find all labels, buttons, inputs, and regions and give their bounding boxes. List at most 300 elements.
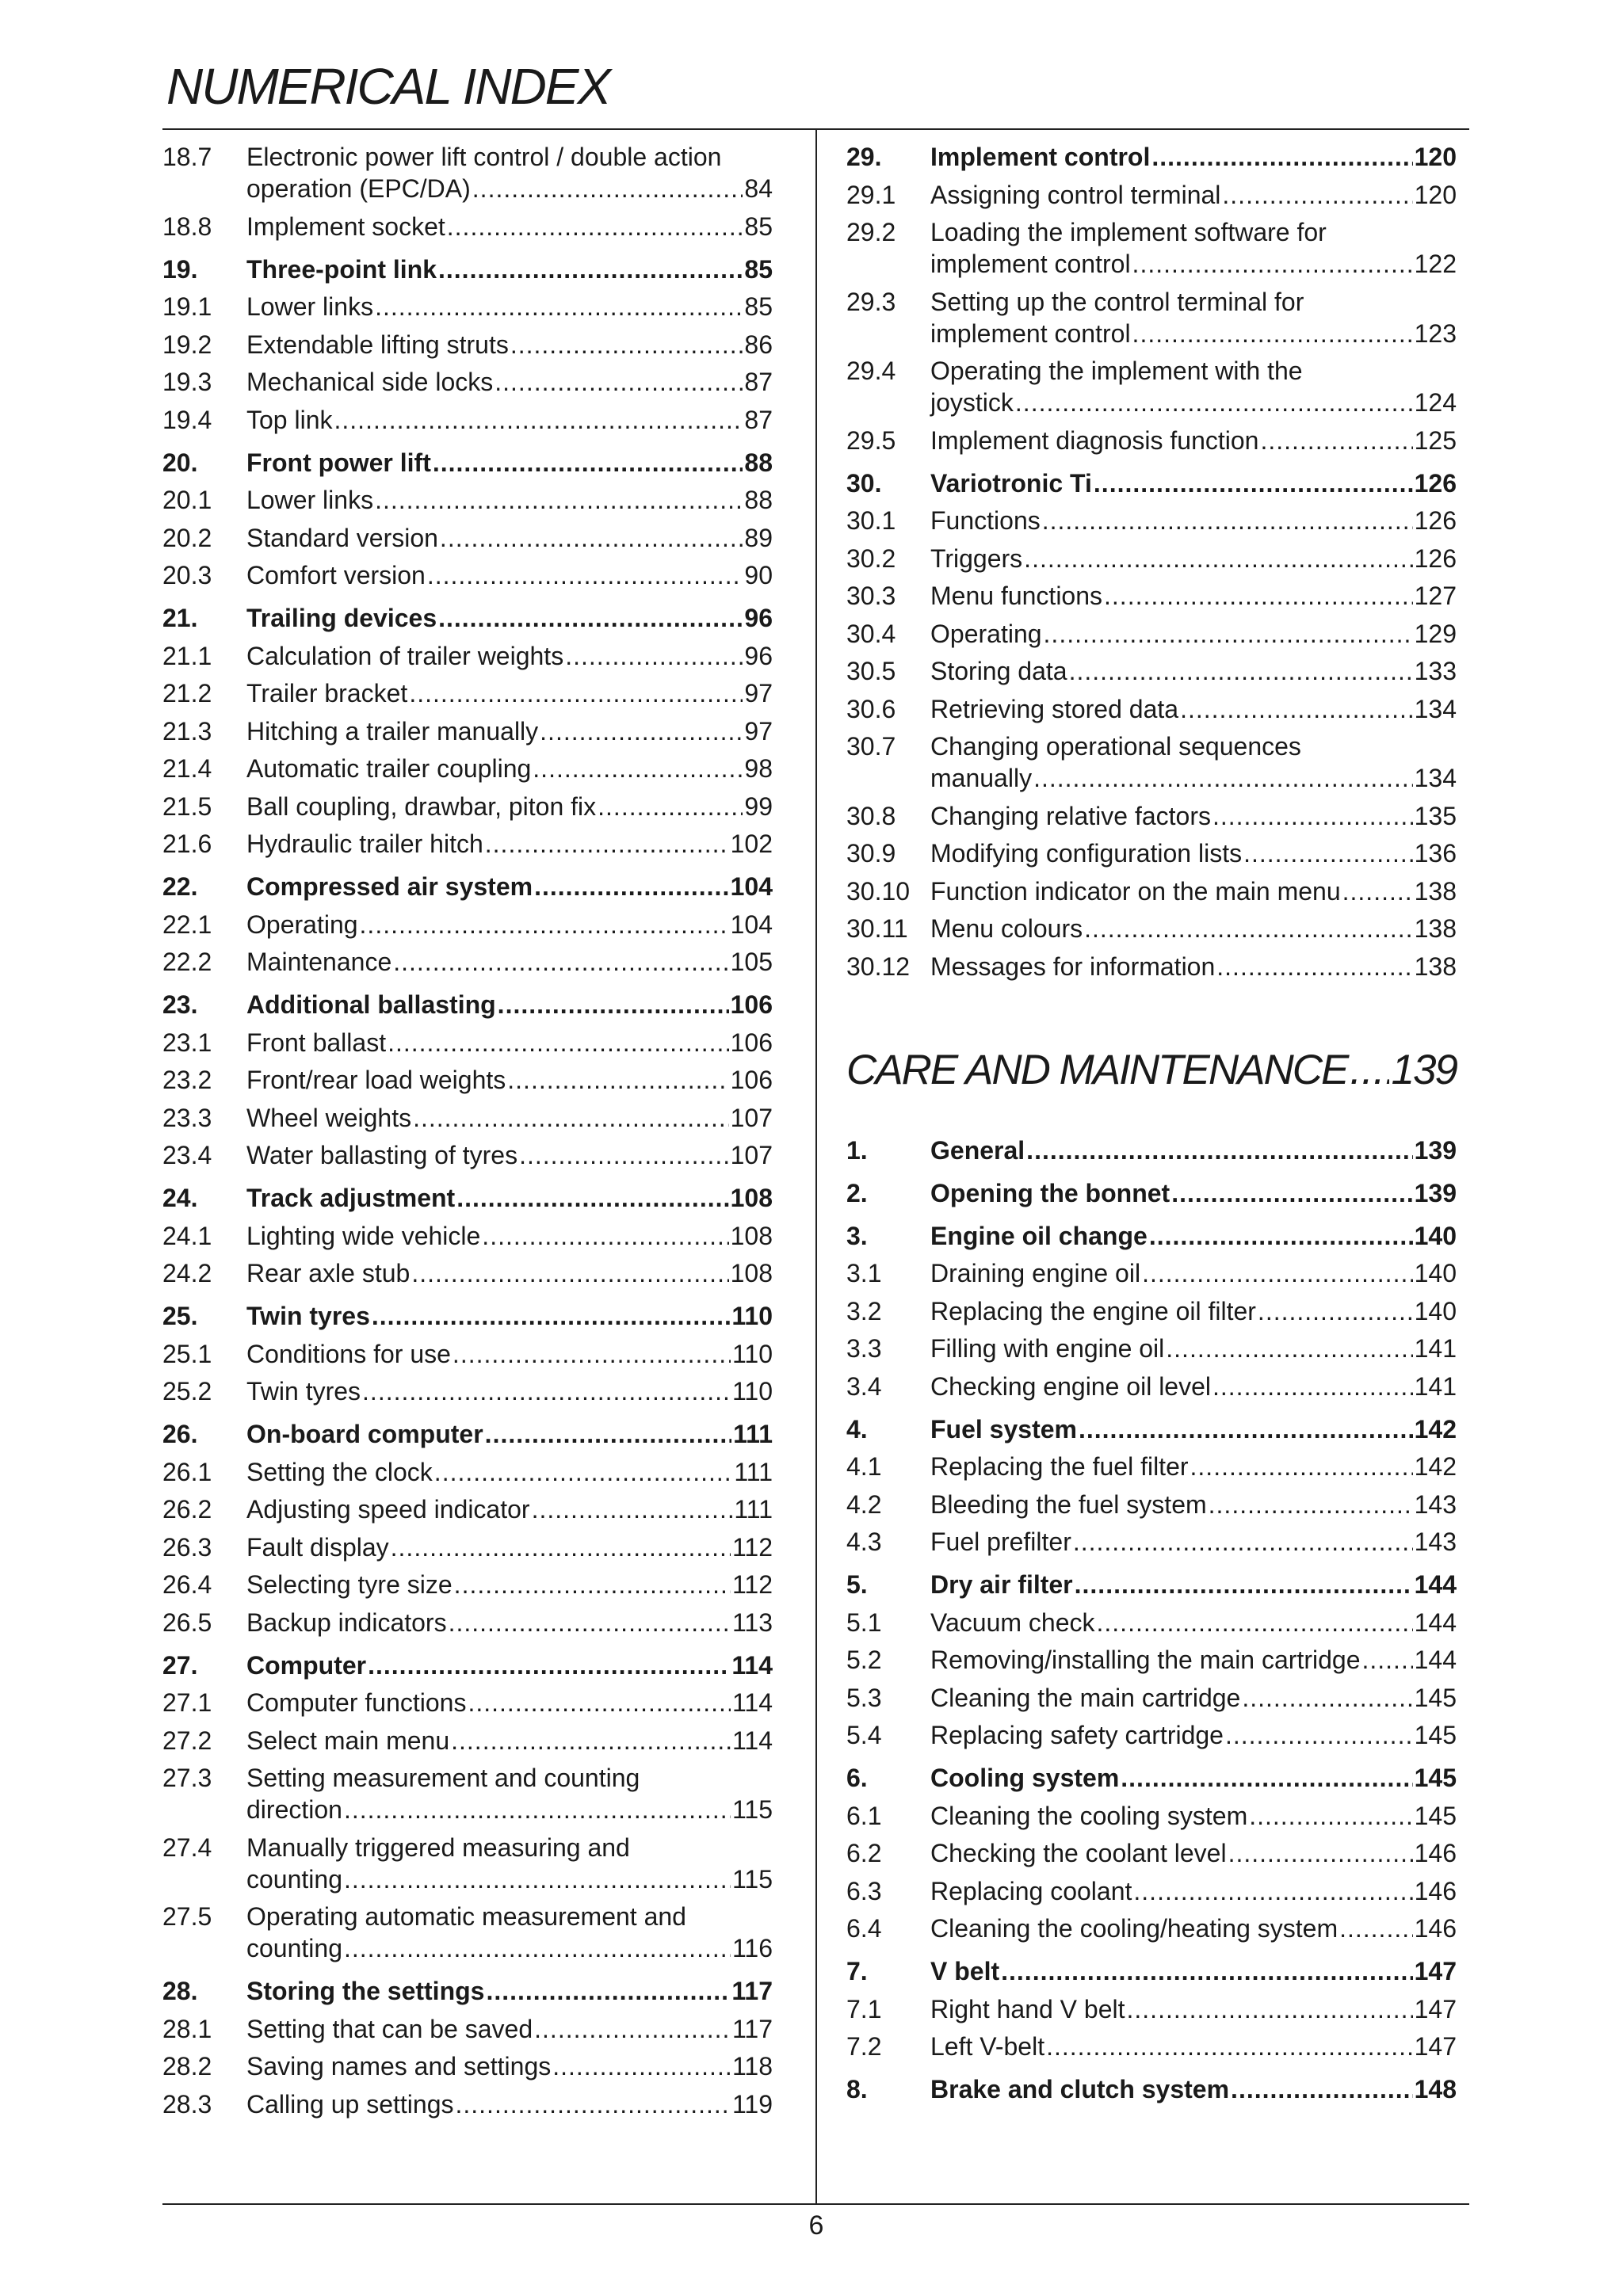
toc-entry[interactable] bbox=[846, 1295, 1457, 1327]
toc-entry[interactable] bbox=[162, 1220, 773, 1252]
entry-page: 114 bbox=[731, 1726, 773, 1755]
toc-entry[interactable] bbox=[162, 791, 773, 822]
entry-title: Hydraulic trailer hitch bbox=[246, 830, 483, 858]
entry-body bbox=[930, 1682, 1457, 1714]
entry-title: Hitching a trailer manually bbox=[246, 716, 539, 746]
toc-entry[interactable] bbox=[846, 2031, 1457, 2062]
entry-page: 144 bbox=[1414, 1608, 1457, 1637]
entry-number: 22. bbox=[162, 872, 198, 901]
toc-entry[interactable] bbox=[162, 946, 773, 978]
entry-body bbox=[930, 1719, 1457, 1751]
entry-page: 147 bbox=[1414, 1957, 1457, 1985]
entry-number: 30.8 bbox=[846, 801, 896, 830]
entry-body bbox=[246, 1607, 773, 1638]
toc-entry[interactable] bbox=[162, 211, 773, 242]
entry-title: Twin tyres bbox=[246, 1377, 361, 1405]
leader-dots bbox=[1132, 248, 1413, 280]
toc-entry[interactable] bbox=[162, 1027, 773, 1058]
toc-entry[interactable] bbox=[162, 1832, 773, 1895]
entry-body bbox=[930, 618, 1457, 650]
entry-page: 84 bbox=[744, 174, 773, 203]
leader-dots bbox=[1094, 467, 1413, 499]
toc-entry[interactable] bbox=[162, 329, 773, 360]
entry-page: 146 bbox=[1414, 1914, 1457, 1943]
entry-number: 3. bbox=[846, 1221, 868, 1250]
entry-page: 122 bbox=[1414, 250, 1457, 278]
entry-page: 106 bbox=[730, 1066, 773, 1094]
entry-page: 140 bbox=[1414, 1221, 1457, 1250]
entry-number: 26.2 bbox=[162, 1495, 212, 1524]
entry-body bbox=[930, 875, 1457, 907]
entry-body bbox=[930, 1257, 1457, 1289]
entry-body bbox=[246, 2050, 773, 2082]
entry-title: Menu functions bbox=[930, 582, 1103, 610]
entry-page: 111 bbox=[734, 1495, 773, 1524]
entry-number: 3.4 bbox=[846, 1371, 882, 1401]
toc-entry[interactable] bbox=[846, 730, 1457, 794]
entry-body bbox=[930, 1177, 1457, 1209]
toc-entry[interactable] bbox=[846, 693, 1457, 725]
entry-title: Adjusting speed indicator bbox=[246, 1495, 530, 1524]
toc-entry[interactable] bbox=[846, 1333, 1457, 1364]
entry-number: 19.1 bbox=[162, 292, 212, 321]
toc-entry[interactable] bbox=[846, 837, 1457, 869]
toc-entry[interactable] bbox=[162, 1725, 773, 1756]
entry-body bbox=[930, 1913, 1457, 1944]
entry-title: Comfort version bbox=[246, 561, 426, 589]
toc-entry[interactable] bbox=[162, 1687, 773, 1718]
entry-page: 87 bbox=[744, 368, 773, 396]
entry-body bbox=[246, 1418, 773, 1450]
entry-number: 4. bbox=[846, 1414, 868, 1444]
toc-entry[interactable] bbox=[846, 543, 1457, 574]
toc-entry[interactable] bbox=[846, 1451, 1457, 1482]
toc-entry[interactable] bbox=[162, 291, 773, 322]
entry-title: Top link bbox=[246, 405, 333, 434]
entry-title: Trailing devices bbox=[246, 604, 437, 632]
entry-title-line1: Setting measurement and counting bbox=[246, 1764, 640, 1792]
entry-number: 23.2 bbox=[162, 1066, 212, 1094]
toc-entry[interactable] bbox=[162, 1569, 773, 1600]
entry-body bbox=[246, 1257, 773, 1289]
entry-body bbox=[246, 2088, 773, 2120]
toc-entry[interactable] bbox=[162, 1375, 773, 1407]
entry-number: 7.1 bbox=[846, 1994, 882, 2023]
entry-body bbox=[246, 1375, 773, 1407]
entry-page: 102 bbox=[730, 830, 773, 858]
toc-chapter-entry[interactable] bbox=[846, 1413, 1457, 1445]
leader-dots bbox=[434, 1456, 733, 1488]
entry-page: 107 bbox=[730, 1103, 773, 1132]
entry-page: 108 bbox=[730, 1259, 773, 1287]
toc-entry[interactable] bbox=[162, 715, 773, 747]
entry-title: Replacing coolant bbox=[930, 1876, 1132, 1905]
toc-chapter-entry[interactable] bbox=[846, 141, 1457, 173]
entry-title: Setting the clock bbox=[246, 1457, 433, 1486]
leader-dots bbox=[344, 1794, 731, 1825]
entry-title: Menu colours bbox=[930, 914, 1083, 943]
entry-page: 138 bbox=[1414, 876, 1457, 906]
toc-chapter-entry[interactable] bbox=[162, 1182, 773, 1214]
toc-entry[interactable] bbox=[846, 1837, 1457, 1869]
entry-body bbox=[246, 1182, 773, 1214]
entry-title: Operating bbox=[930, 619, 1042, 648]
entry-title: Rear axle stub bbox=[246, 1259, 411, 1287]
entry-body bbox=[246, 1220, 773, 1252]
toc-chapter-entry[interactable] bbox=[846, 467, 1457, 499]
entry-title: Setting that can be saved bbox=[246, 2014, 533, 2043]
leader-dots bbox=[565, 640, 743, 672]
entry-number: 4.1 bbox=[846, 1452, 882, 1481]
entry-title: Track adjustment bbox=[246, 1184, 456, 1212]
entry-title: Automatic trailer coupling bbox=[246, 754, 532, 783]
entry-title: Ball coupling, drawbar, piton fix bbox=[246, 791, 597, 821]
entry-number: 30.1 bbox=[846, 506, 896, 535]
entry-title: Fault display bbox=[246, 1532, 389, 1562]
toc-entry[interactable] bbox=[162, 1338, 773, 1370]
toc-entry[interactable] bbox=[846, 286, 1457, 349]
leader-dots bbox=[1342, 875, 1413, 907]
toc-entry[interactable] bbox=[846, 618, 1457, 650]
entry-title: Computer bbox=[246, 1650, 367, 1680]
leader-dots bbox=[1212, 1371, 1413, 1402]
entry-page: 106 bbox=[730, 990, 773, 1019]
toc-entry[interactable] bbox=[846, 1913, 1457, 1944]
toc-entry[interactable] bbox=[162, 1257, 773, 1289]
entry-page: 98 bbox=[744, 754, 773, 783]
toc-entry[interactable] bbox=[162, 909, 773, 940]
toc-entry[interactable] bbox=[846, 179, 1457, 211]
entry-page: 118 bbox=[731, 2052, 773, 2081]
entry-body bbox=[246, 559, 773, 591]
entry-page: 139 bbox=[1414, 1135, 1457, 1165]
toc-entry[interactable] bbox=[846, 1489, 1457, 1520]
care-section-list bbox=[846, 1135, 1457, 2106]
entry-page: 110 bbox=[731, 1377, 773, 1405]
toc-entry[interactable] bbox=[162, 677, 773, 709]
entry-title: Functions bbox=[930, 506, 1041, 535]
toc-entry[interactable] bbox=[846, 216, 1457, 280]
leader-dots bbox=[1225, 1719, 1413, 1751]
entry-title: Cleaning the cooling/heating system bbox=[930, 1914, 1338, 1943]
entry-body bbox=[930, 2031, 1457, 2062]
entry-page: 111 bbox=[734, 1457, 773, 1486]
toc-entry[interactable] bbox=[162, 522, 773, 554]
entry-title: Replacing the engine oil filter bbox=[930, 1296, 1256, 1325]
toc-entry[interactable] bbox=[846, 580, 1457, 612]
leader-dots bbox=[1044, 618, 1413, 650]
entry-body bbox=[930, 1993, 1457, 2025]
entry-title: Left V-belt bbox=[930, 2032, 1045, 2061]
entry-title-line1: Manually triggered measuring and bbox=[246, 1833, 630, 1862]
leader-dots bbox=[438, 254, 743, 285]
toc-entry[interactable] bbox=[846, 1526, 1457, 1558]
entry-title: Cleaning the main cartridge bbox=[930, 1683, 1241, 1712]
entry-body bbox=[930, 1413, 1457, 1445]
entry-title: Replacing the fuel filter bbox=[930, 1452, 1189, 1481]
toc-chapter-entry[interactable] bbox=[162, 1300, 773, 1332]
toc-entry[interactable] bbox=[846, 1875, 1457, 1907]
entry-body bbox=[246, 1650, 773, 1681]
entry-title: Twin tyres bbox=[246, 1302, 370, 1330]
entry-title: Front ballast bbox=[246, 1028, 387, 1057]
entry-title: Replacing safety cartridge bbox=[930, 1721, 1224, 1749]
entry-body bbox=[246, 1569, 773, 1600]
entry-title: Lower links bbox=[246, 292, 374, 321]
entry-title: joystick bbox=[930, 388, 1014, 417]
entry-page: 115 bbox=[731, 1864, 773, 1894]
toc-chapter-entry[interactable] bbox=[162, 447, 773, 479]
entry-number: 6. bbox=[846, 1764, 868, 1792]
entry-body bbox=[930, 1875, 1457, 1907]
toc-entry[interactable] bbox=[162, 141, 773, 204]
entry-page: 144 bbox=[1414, 1646, 1457, 1674]
entry-page: 114 bbox=[731, 1688, 773, 1717]
toc-chapter-entry[interactable] bbox=[846, 1569, 1457, 1600]
entry-title: Messages for information bbox=[930, 952, 1216, 981]
entry-page: 88 bbox=[744, 448, 773, 477]
entry-number: 22.2 bbox=[162, 948, 212, 976]
toc-entry[interactable] bbox=[162, 1493, 773, 1525]
entry-title: Computer functions bbox=[246, 1688, 467, 1717]
toc-chapter-entry[interactable] bbox=[162, 1650, 773, 1681]
leader-dots bbox=[453, 1338, 731, 1370]
entry-title: Modifying configuration lists bbox=[930, 839, 1243, 868]
entry-number: 25.1 bbox=[162, 1339, 212, 1368]
toc-chapter-entry[interactable] bbox=[846, 1955, 1457, 1987]
entry-number: 23.1 bbox=[162, 1028, 212, 1057]
entry-body bbox=[930, 800, 1457, 832]
leader-dots bbox=[1216, 951, 1412, 982]
toc-entry[interactable] bbox=[846, 655, 1457, 687]
entry-number: 30.7 bbox=[846, 732, 896, 761]
leader-dots bbox=[1171, 1177, 1412, 1209]
entry-title: Mechanical side locks bbox=[246, 368, 494, 396]
entry-number: 8. bbox=[846, 2075, 868, 2103]
entry-body bbox=[246, 1832, 773, 1895]
leader-dots bbox=[552, 2050, 731, 2082]
entry-body bbox=[246, 447, 773, 479]
leader-dots bbox=[1079, 1413, 1413, 1445]
toc-entry[interactable] bbox=[162, 1064, 773, 1096]
toc-entry[interactable] bbox=[162, 2013, 773, 2045]
entry-number: 30.9 bbox=[846, 839, 896, 868]
toc-chapter-entry[interactable] bbox=[162, 254, 773, 285]
entry-title: Bleeding the fuel system bbox=[930, 1489, 1207, 1519]
toc-entry[interactable] bbox=[846, 1257, 1457, 1289]
entry-body bbox=[930, 1800, 1457, 1832]
entry-number: 20.2 bbox=[162, 523, 212, 552]
toc-entry[interactable] bbox=[162, 1607, 773, 1638]
entry-body bbox=[246, 1139, 773, 1171]
entry-number: 29.1 bbox=[846, 180, 896, 209]
toc-chapter-entry[interactable] bbox=[162, 1975, 773, 2007]
entry-number: 29.4 bbox=[846, 357, 896, 385]
toc-entry[interactable] bbox=[846, 1719, 1457, 1751]
entry-title: Changing relative factors bbox=[930, 801, 1211, 830]
entry-page: 126 bbox=[1414, 543, 1457, 573]
leader-dots bbox=[451, 1725, 731, 1756]
leader-dots bbox=[507, 1064, 728, 1096]
entry-title: Dry air filter bbox=[930, 1570, 1073, 1599]
entry-number: 20.3 bbox=[162, 561, 212, 589]
toc-entry[interactable] bbox=[162, 404, 773, 436]
entry-body bbox=[930, 951, 1457, 982]
entry-page: 86 bbox=[744, 330, 773, 359]
entry-page: 89 bbox=[744, 523, 773, 552]
entry-number: 30. bbox=[846, 468, 882, 498]
page-title: NUMERICAL INDEX bbox=[166, 58, 610, 115]
leader-dots bbox=[485, 1418, 731, 1450]
entry-title: Opening the bonnet bbox=[930, 1178, 1170, 1207]
entry-page: 147 bbox=[1414, 2032, 1457, 2061]
toc-entry[interactable] bbox=[162, 2088, 773, 2120]
entry-page: 113 bbox=[731, 1608, 773, 1637]
entry-page: 140 bbox=[1414, 1296, 1457, 1325]
entry-number: 28.2 bbox=[162, 2052, 212, 2081]
toc-entry[interactable] bbox=[162, 1139, 773, 1171]
entry-body bbox=[930, 1489, 1457, 1520]
entry-page: 126 bbox=[1414, 506, 1457, 535]
entry-number: 6.1 bbox=[846, 1801, 882, 1830]
entry-number: 22.1 bbox=[162, 910, 212, 939]
toc-entry[interactable] bbox=[162, 559, 773, 591]
entry-page: 142 bbox=[1414, 1414, 1457, 1444]
entry-body bbox=[246, 1300, 773, 1332]
entry-body bbox=[246, 1687, 773, 1718]
entry-title: Variotronic Ti bbox=[930, 468, 1092, 498]
care-section-heading[interactable] bbox=[846, 1046, 1457, 1095]
right-column-list bbox=[846, 141, 1457, 982]
leader-dots bbox=[532, 1493, 733, 1525]
entry-title: Calculation of trailer weights bbox=[246, 641, 564, 670]
toc-entry[interactable] bbox=[162, 828, 773, 860]
entry-number: 26.4 bbox=[162, 1570, 212, 1599]
entry-number: 25.2 bbox=[162, 1377, 212, 1405]
entry-title: Compressed air system bbox=[246, 872, 533, 901]
leader-dots bbox=[495, 366, 743, 398]
leader-dots bbox=[1142, 1257, 1413, 1289]
toc-entry[interactable] bbox=[162, 640, 773, 672]
toc-entry[interactable] bbox=[846, 1371, 1457, 1402]
entry-body bbox=[930, 1135, 1457, 1166]
entry-title: Checking the coolant level bbox=[930, 1839, 1227, 1867]
entry-title: implement control bbox=[930, 318, 1131, 348]
toc-chapter-entry[interactable] bbox=[162, 1418, 773, 1450]
entry-page: 114 bbox=[731, 1650, 773, 1680]
entry-page: 127 bbox=[1414, 582, 1457, 610]
entry-title: Right hand V belt bbox=[930, 1994, 1125, 2023]
entry-body bbox=[246, 871, 773, 902]
toc-entry[interactable] bbox=[846, 1644, 1457, 1676]
toc-entry[interactable] bbox=[162, 753, 773, 784]
toc-entry[interactable] bbox=[162, 484, 773, 516]
entry-body bbox=[930, 1333, 1457, 1364]
entry-body bbox=[246, 1027, 773, 1058]
entry-title: Filling with engine oil bbox=[930, 1334, 1165, 1363]
entry-title: direction bbox=[246, 1795, 342, 1824]
leader-dots bbox=[334, 404, 743, 436]
entry-number: 5.3 bbox=[846, 1683, 882, 1712]
leader-dots bbox=[1024, 543, 1412, 574]
toc-entry[interactable] bbox=[162, 1901, 773, 1964]
entry-title: On-board computer bbox=[246, 1420, 483, 1448]
entry-title: V belt bbox=[930, 1957, 1000, 1985]
entry-title: Conditions for use bbox=[246, 1339, 451, 1368]
toc-entry[interactable] bbox=[162, 1762, 773, 1825]
entry-number: 29.5 bbox=[846, 425, 896, 455]
leader-dots bbox=[1222, 179, 1412, 211]
entry-page: 138 bbox=[1414, 952, 1457, 981]
toc-entry[interactable] bbox=[846, 951, 1457, 982]
toc-entry[interactable] bbox=[162, 366, 773, 398]
entry-body bbox=[930, 179, 1457, 211]
entry-title: Additional ballasting bbox=[246, 990, 496, 1019]
entry-number: 30.4 bbox=[846, 619, 896, 648]
entry-number: 29.3 bbox=[846, 287, 896, 316]
toc-entry[interactable] bbox=[846, 875, 1457, 907]
leader-dots bbox=[375, 291, 743, 322]
entry-number: 4.3 bbox=[846, 1527, 882, 1556]
entry-number: 24. bbox=[162, 1184, 198, 1212]
leader-dots bbox=[1046, 2031, 1413, 2062]
right-column bbox=[846, 141, 1457, 2111]
entry-body bbox=[246, 2013, 773, 2045]
entry-body bbox=[930, 1607, 1457, 1638]
toc-entry[interactable] bbox=[846, 800, 1457, 832]
leader-dots bbox=[1026, 1135, 1412, 1166]
toc-entry[interactable] bbox=[846, 1682, 1457, 1714]
entry-number: 21.2 bbox=[162, 679, 212, 707]
entry-page: 119 bbox=[731, 2089, 773, 2119]
toc-entry[interactable] bbox=[846, 1800, 1457, 1832]
entry-title: Fuel prefilter bbox=[930, 1527, 1071, 1556]
toc-entry[interactable] bbox=[162, 1531, 773, 1563]
entry-title: Water ballasting of tyres bbox=[246, 1141, 518, 1169]
toc-entry[interactable] bbox=[846, 1607, 1457, 1638]
toc-entry[interactable] bbox=[162, 2050, 773, 2082]
toc-entry[interactable] bbox=[846, 425, 1457, 456]
toc-entry[interactable] bbox=[162, 1102, 773, 1134]
toc-entry[interactable] bbox=[846, 355, 1457, 418]
toc-chapter-entry[interactable] bbox=[162, 989, 773, 1020]
leader-dots bbox=[409, 677, 743, 709]
toc-entry[interactable] bbox=[846, 505, 1457, 536]
entry-number: 30.10 bbox=[846, 876, 911, 906]
toc-chapter-entry[interactable] bbox=[846, 1220, 1457, 1252]
toc-entry[interactable] bbox=[846, 1993, 1457, 2025]
entry-title: Extendable lifting struts bbox=[246, 330, 509, 359]
toc-entry[interactable] bbox=[846, 913, 1457, 944]
toc-entry[interactable] bbox=[162, 1456, 773, 1488]
toc-chapter-entry[interactable] bbox=[846, 1762, 1457, 1794]
toc-chapter-entry[interactable] bbox=[846, 2073, 1457, 2105]
entry-title: General bbox=[930, 1135, 1025, 1165]
leader-dots bbox=[1258, 1295, 1413, 1327]
entry-page: 141 bbox=[1414, 1334, 1457, 1363]
entry-number: 23.3 bbox=[162, 1103, 212, 1132]
entry-body bbox=[246, 211, 773, 242]
entry-title: counting bbox=[246, 1934, 342, 1962]
entry-number: 20. bbox=[162, 448, 198, 477]
entry-body bbox=[246, 1456, 773, 1488]
leader-dots bbox=[1231, 2073, 1413, 2105]
entry-page: 97 bbox=[744, 679, 773, 707]
toc-chapter-entry[interactable] bbox=[162, 871, 773, 902]
toc-chapter-entry[interactable] bbox=[846, 1177, 1457, 1209]
toc-chapter-entry[interactable] bbox=[846, 1135, 1457, 1166]
toc-chapter-entry[interactable] bbox=[162, 602, 773, 634]
